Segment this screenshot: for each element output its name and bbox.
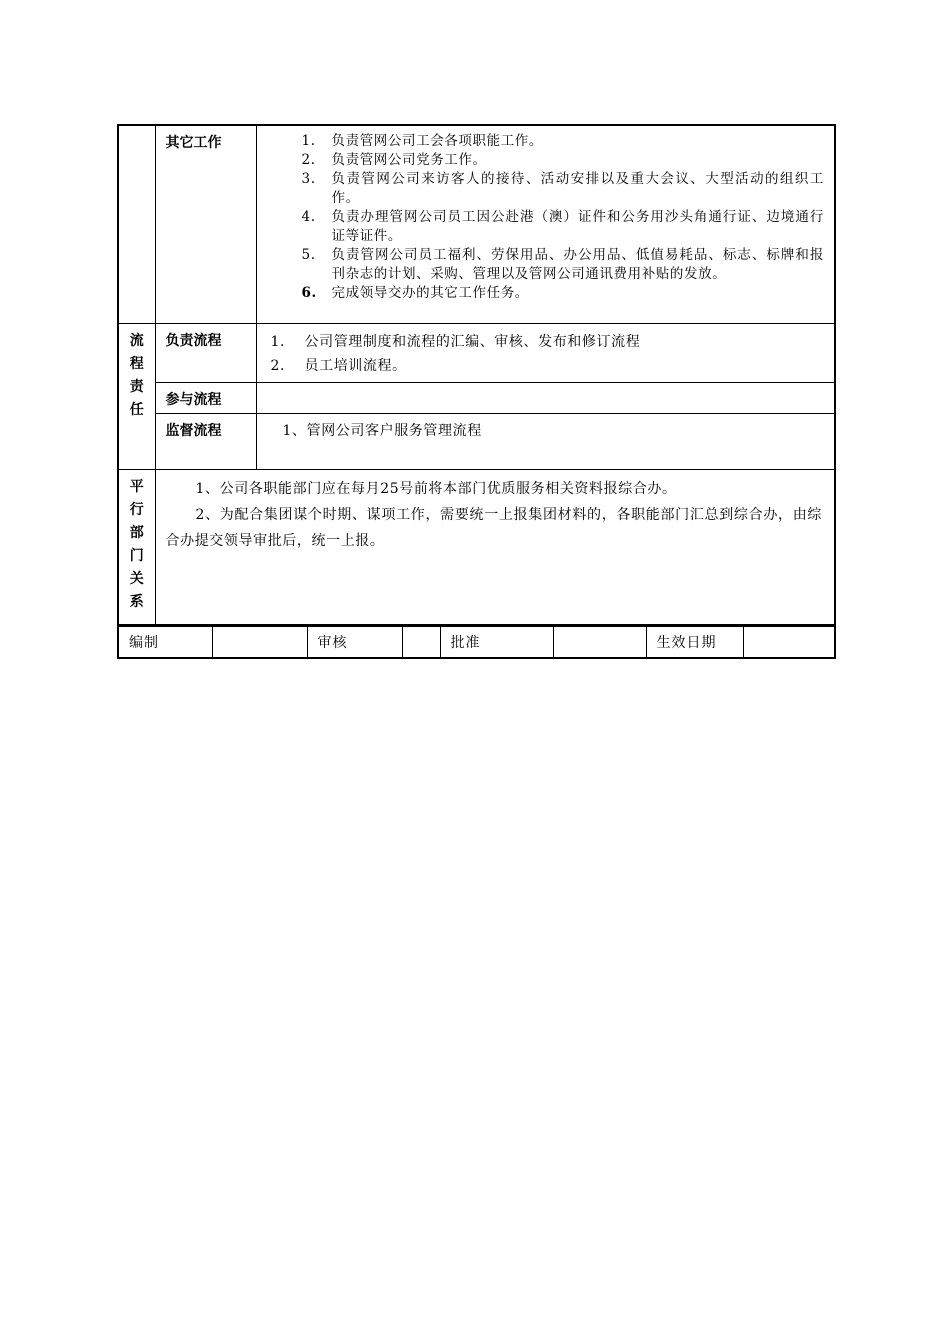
compile-field[interactable]: [212, 627, 307, 659]
signoff-table: [117, 626, 836, 659]
supervise-process-row: [118, 414, 835, 470]
duties-table: [117, 124, 836, 626]
responsible-process-row: [118, 324, 835, 383]
list-item: 6. 完成领导交办的其它工作任务。: [301, 285, 529, 301]
other-work-label: 其它工作: [155, 125, 256, 324]
list-item: 2. 负责管网公司党务工作。: [301, 152, 487, 168]
compile-label: 编制: [118, 627, 212, 659]
list-item: 4. 负责办理管网公司员工因公赴港（澳）证件和公务用沙头角通行证、边境通行证等证件。: [301, 209, 824, 244]
participate-process-content: [256, 383, 835, 414]
list-item: 1. 负责管网公司工会各项职能工作。: [301, 133, 543, 149]
effective-date-field[interactable]: [743, 627, 835, 659]
relations-content: [155, 470, 835, 626]
participate-process-row: [118, 383, 835, 414]
other-work-list: [257, 126, 835, 305]
list-item: 5. 负责管网公司员工福利、劳保用品、办公用品、低值易耗品、标志、标牌和报刊杂志的计划、采购、管理以及管网公司通讯费用补贴的发放。: [301, 247, 824, 282]
supervise-process-label: 监督流程: [155, 414, 256, 470]
other-work-row: [118, 125, 835, 324]
review-label: 审核: [307, 627, 402, 659]
list-item: 3. 负责管网公司来访客人的接待、活动安排以及重大会议、大型活动的组织工作。: [301, 171, 824, 206]
relations-label: 平 行 部 门 关 系: [118, 470, 155, 626]
relations-paragraph: 2、为配合集团谋个时期、谋项工作，需要统一上报集团材料的，各职能部门汇总到综合办，由综合办提交领导审批后，统一上报。: [165, 507, 822, 549]
list-item: 1. 公司管理制度和流程的汇编、审核、发布和修订流程: [270, 334, 641, 350]
relations-row: [118, 470, 835, 626]
relations-paragraph: 1、公司各职能部门应在每月25号前将本部门优质服务相关资料报综合办。: [195, 481, 677, 497]
supervise-process-content: 1、管网公司客户服务管理流程: [256, 414, 835, 470]
review-field[interactable]: [402, 627, 440, 659]
responsible-process-label: 负责流程: [155, 324, 256, 383]
list-item: 2. 员工培训流程。: [270, 358, 407, 374]
approve-label: 批准: [440, 627, 553, 659]
participate-process-label: 参与流程: [155, 383, 256, 414]
responsible-process-list: [257, 324, 835, 382]
process-responsibility-label: 流 程 责 任: [118, 324, 155, 470]
job-description-document: [117, 124, 834, 659]
other-work-group-cell: [118, 125, 155, 324]
effective-date-label: 生效日期: [646, 627, 743, 659]
other-work-content: [256, 125, 835, 324]
responsible-process-content: [256, 324, 835, 383]
approve-field[interactable]: [553, 627, 646, 659]
